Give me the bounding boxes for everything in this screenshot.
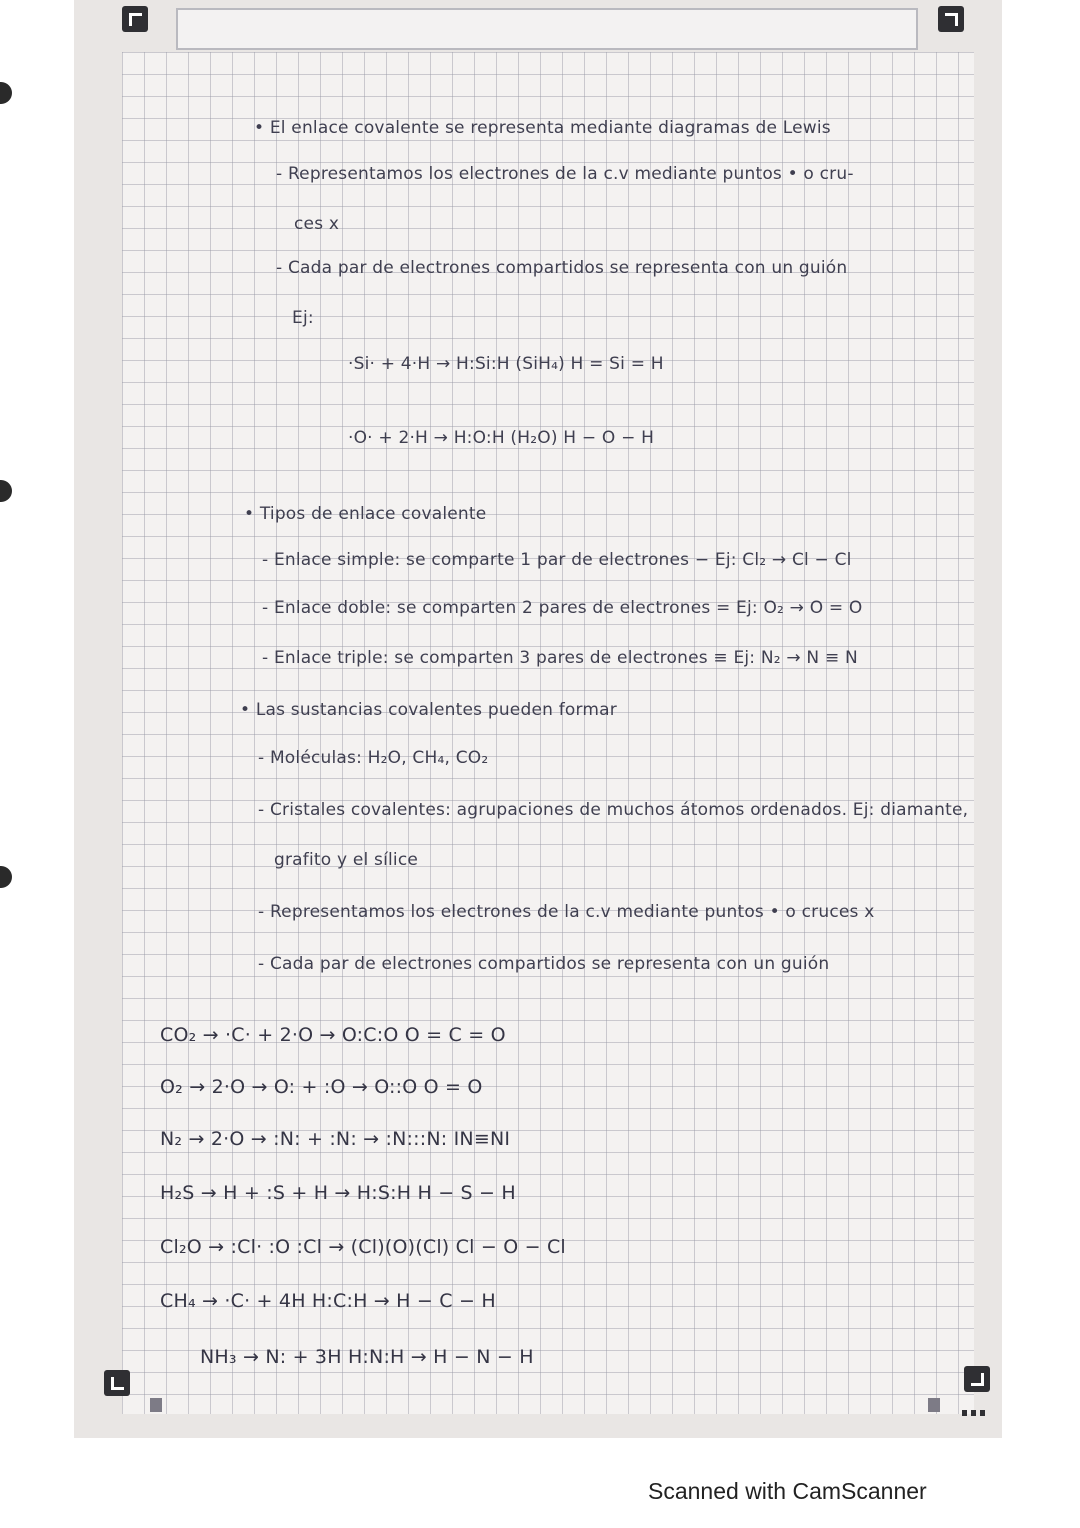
bars-marker-icon xyxy=(962,1410,986,1416)
note-line: grafito y el sílice xyxy=(274,850,419,870)
header-box xyxy=(176,8,918,50)
note-line: - Moléculas: H₂O, CH₄, CO₂ xyxy=(258,748,489,768)
note-line: - Cada par de electrones compartidos se representa con un guión xyxy=(258,954,830,974)
note-line: - Cristales covalentes: agrupaciones de muchos átomos ordenados. Ej: diamante, xyxy=(258,800,969,820)
note-line: NH₃ → N: + 3H H:N:H → H − N − H xyxy=(200,1346,534,1368)
note-line: H₂S → H + :S + H → H:S:H H − S − H xyxy=(160,1182,516,1204)
camscanner-footer: Scanned with CamScanner xyxy=(648,1478,927,1504)
note-line: • Tipos de enlace covalente xyxy=(244,504,487,524)
note-line: - Representamos los electrones de la c.v mediante puntos • o cru- xyxy=(276,164,854,184)
note-line: O₂ → 2·O → O: + :O → O::O O = O xyxy=(160,1076,483,1098)
corner-marker-icon xyxy=(104,1370,130,1396)
note-line: ·Si· + 4·H → H:Si:H (SiH₄) H = Si = H xyxy=(348,354,664,374)
corner-marker-icon xyxy=(122,6,148,32)
note-line: - Enlace doble: se comparten 2 pares de electrones = Ej: O₂ → O = O xyxy=(262,598,863,618)
note-line: CH₄ → ·C· + 4H H:C:H → H − C − H xyxy=(160,1290,496,1312)
note-line: • El enlace covalente se representa mediante diagramas de Lewis xyxy=(254,118,831,138)
punch-hole-icon xyxy=(0,82,12,104)
note-line: Cl₂O → :Cl· :O :Cl → (Cl)(O)(Cl) Cl − O − Cl xyxy=(160,1236,566,1258)
note-line: - Enlace simple: se comparte 1 par de electrones − Ej: Cl₂ → Cl − Cl xyxy=(262,550,852,570)
corner-marker-icon xyxy=(938,6,964,32)
note-line: ces x xyxy=(294,214,340,234)
corner-marker-icon xyxy=(964,1366,990,1392)
square-marker-icon xyxy=(928,1398,940,1412)
grid-paper xyxy=(122,52,974,1414)
punch-hole-icon xyxy=(0,866,12,888)
note-line: Ej: xyxy=(292,308,314,328)
square-marker-icon xyxy=(150,1398,162,1412)
note-line: • Las sustancias covalentes pueden formar xyxy=(240,700,617,720)
note-line: - Cada par de electrones compartidos se representa con un guión xyxy=(276,258,848,278)
note-line: - Enlace triple: se comparten 3 pares de electrones ≡ Ej: N₂ → N ≡ N xyxy=(262,648,858,668)
note-line: N₂ → 2·O → :N: + :N: → :N:::N: IN≡NI xyxy=(160,1128,511,1150)
punch-hole-icon xyxy=(0,480,12,502)
note-line: CO₂ → ·C· + 2·O → O:C:O O = C = O xyxy=(160,1024,506,1046)
note-line: ·O· + 2·H → H:O:H (H₂O) H − O − H xyxy=(348,428,655,448)
note-line: - Representamos los electrones de la c.v mediante puntos • o cruces x xyxy=(258,902,875,922)
